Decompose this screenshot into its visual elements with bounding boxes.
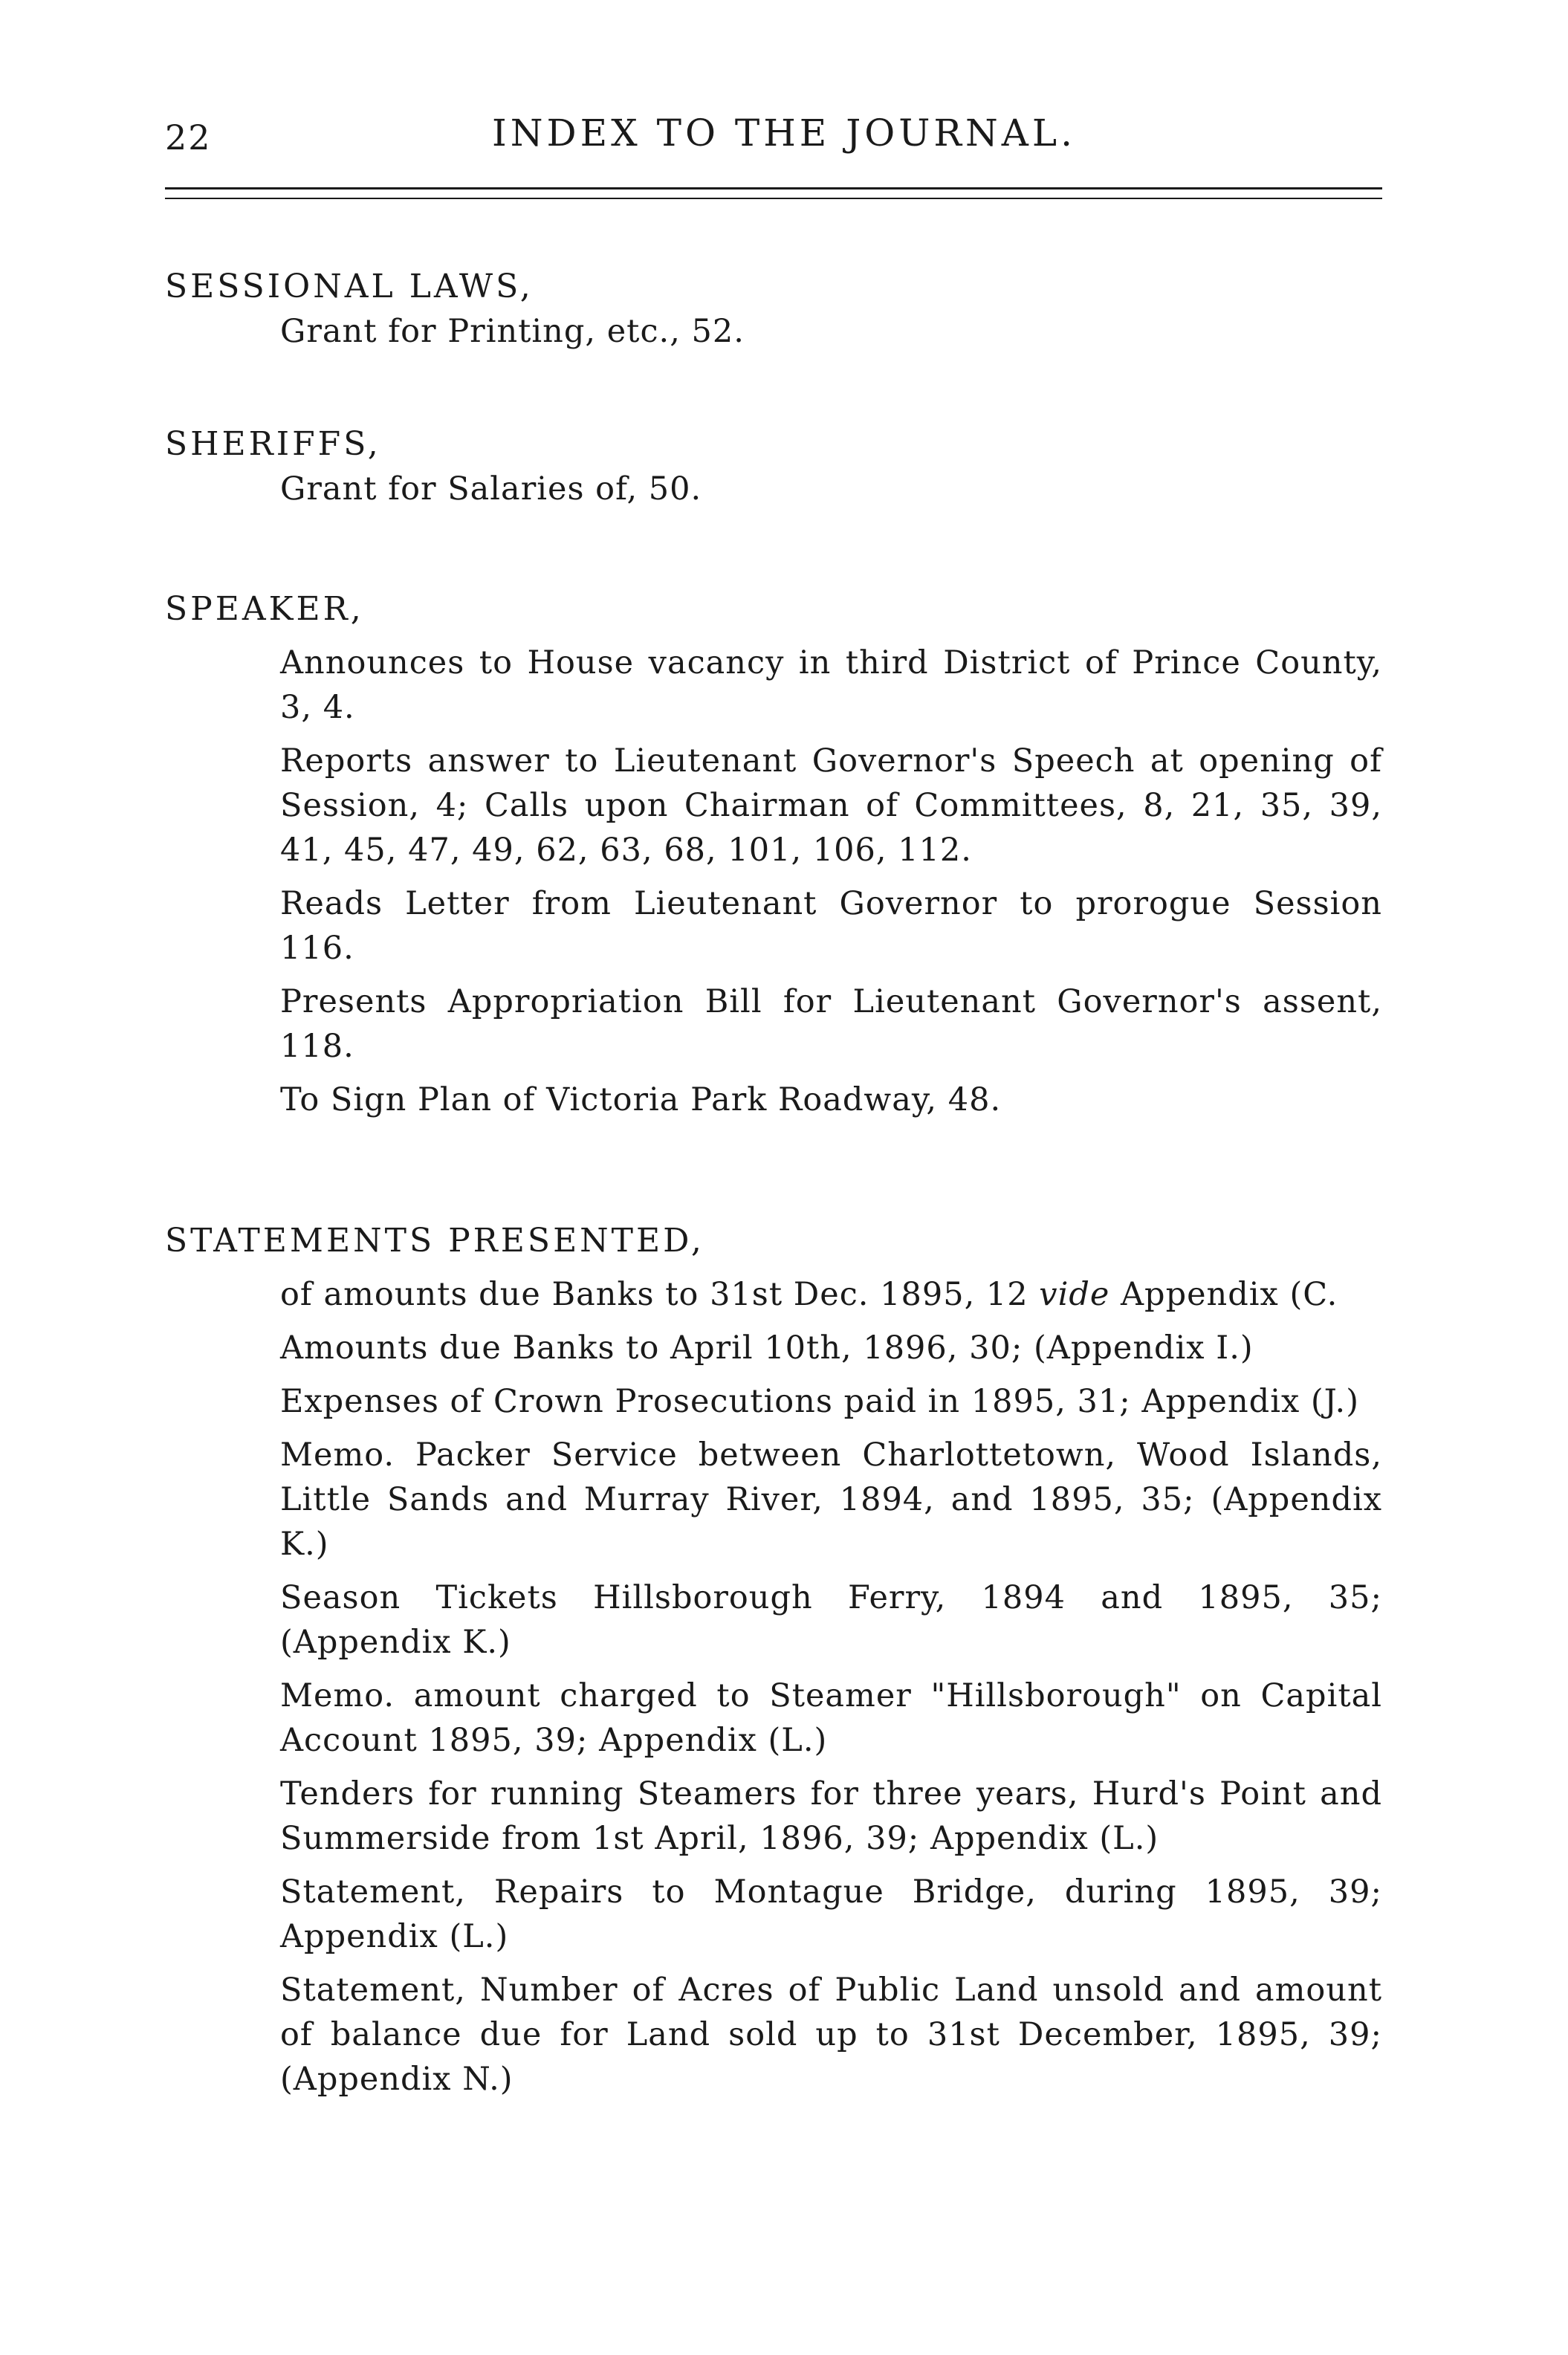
running-title: INDEX TO THE JOURNAL. (492, 111, 1076, 155)
index-entry: Memo. Packer Service between Charlottetown, Wood Islands, Little Sands and Murray River, 1894, and 1895, 35; (Appendix K.) (280, 1436, 1382, 1563)
index-entry: Tenders for running Steamers for three years, Hurd's Point and Summerside from 1st April, 1896, 39; Appendix (L.) (280, 1775, 1382, 1857)
index-entry: Memo. amount charged to Steamer "Hillsborough" on Capital Account 1895, 39; Appendix (L.) (280, 1677, 1382, 1759)
page-number: 22 (165, 117, 212, 158)
index-entry: Season Tickets Hillsborough Ferry, 1894 and 1895, 35; (Appendix K.) (280, 1579, 1382, 1661)
index-section-statements-presented (165, 1219, 1382, 2102)
index-entry: Grant for Salaries of, 50. (280, 470, 702, 508)
header-rule-thick (165, 187, 1382, 189)
index-section-sheriffs (165, 422, 1382, 511)
index-entry: Presents Appropriation Bill for Lieutenant Governor's assent, 118. (280, 983, 1382, 1065)
index-section-sessional-laws (165, 265, 1382, 354)
index-entry: Reports answer to Lieutenant Governor's Speech at opening of Session, 4; Calls upon Chairman of Committees, 8, 21, 35, 39, 41, 45, 47, 49, 62, 63, 68, 101, 106, 112. (280, 742, 1382, 869)
index-entry: Reads Letter from Lieutenant Governor to prorogue Session 116. (280, 885, 1382, 967)
section-heading: SPEAKER, (165, 590, 364, 628)
index-entry: of amounts due Banks to 31st Dec. 1895, 12 vide Appendix (C. (280, 1276, 1338, 1313)
section-heading: STATEMENTS PRESENTED, (165, 1222, 704, 1260)
index-entry: Grant for Printing, etc., 52. (280, 313, 745, 350)
index-entry: Amounts due Banks to April 10th, 1896, 30; (Appendix I.) (280, 1329, 1254, 1367)
section-heading: SESSIONAL LAWS, (165, 268, 534, 305)
index-entry: Statement, Number of Acres of Public Land unsold and amount of balance due for Land sold up to 31st December, 1895, 39; (Appendix N.) (280, 1972, 1382, 2098)
index-entry: Statement, Repairs to Montague Bridge, during 1895, 39; Appendix (L.) (280, 1873, 1382, 1955)
index-section-speaker (165, 587, 1382, 1122)
section-heading: SHERIFFS, (165, 425, 381, 463)
index-entry: Expenses of Crown Prosecutions paid in 1895, 31; Appendix (J.) (280, 1383, 1359, 1420)
index-entry: Announces to House vacancy in third District of Prince County, 3, 4. (280, 644, 1382, 726)
header-rule-thin (165, 198, 1382, 199)
index-entry: To Sign Plan of Victoria Park Roadway, 48. (280, 1081, 1002, 1118)
